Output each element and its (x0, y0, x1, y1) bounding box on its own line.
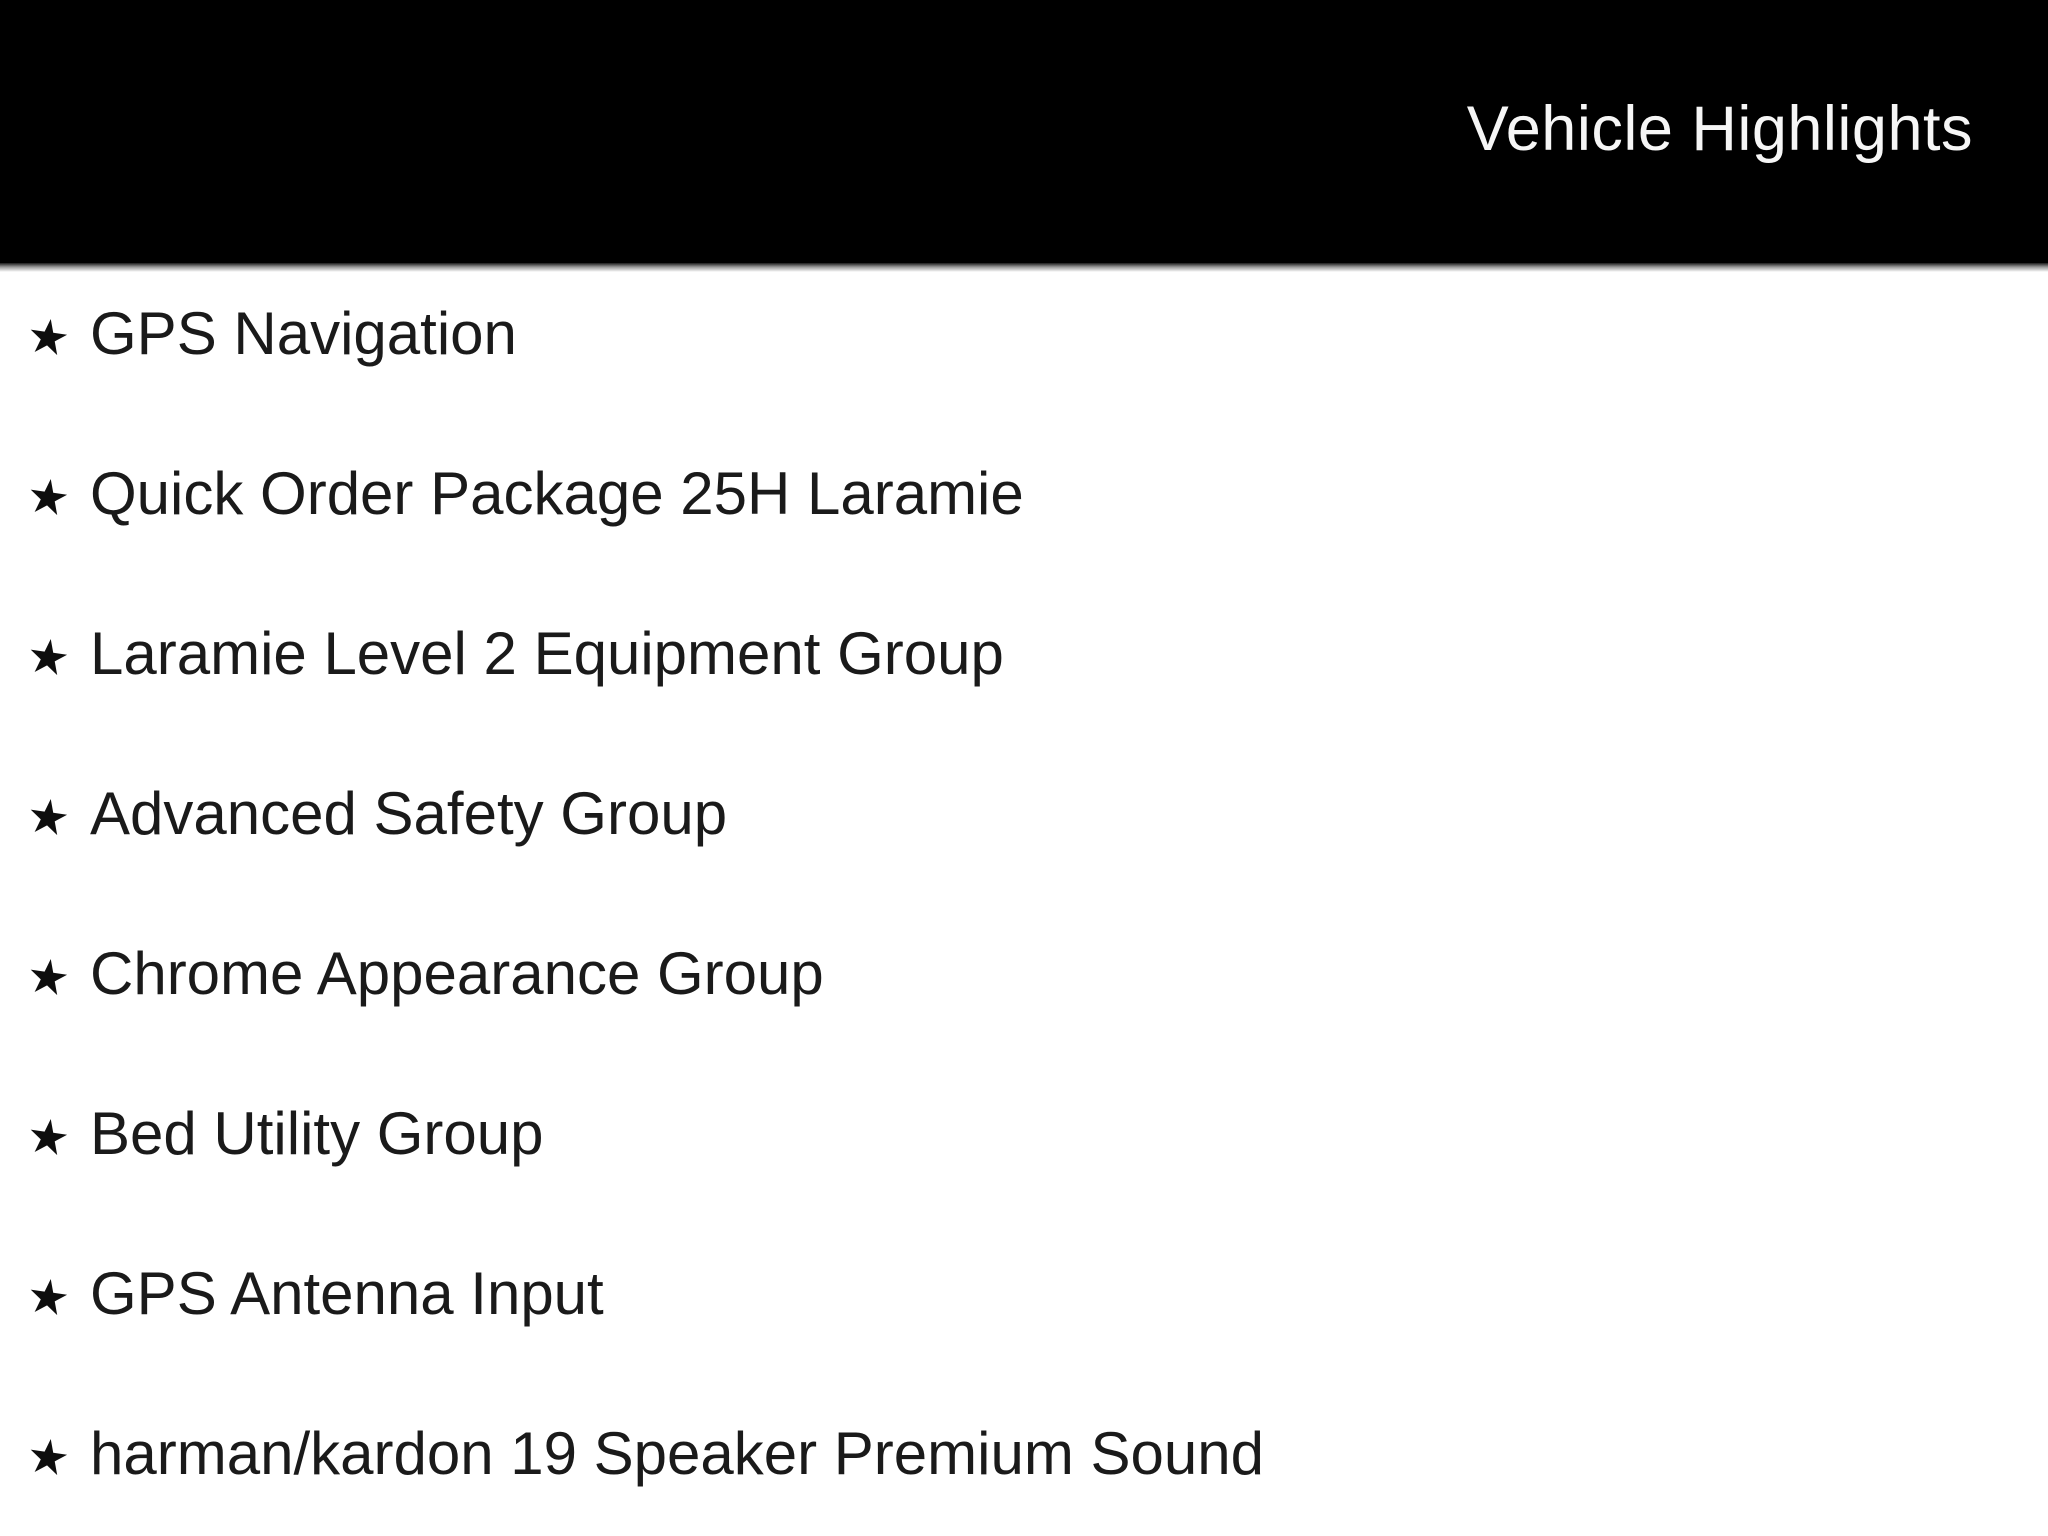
star-icon: ★ (23, 308, 74, 368)
highlight-label: Bed Utility Group (90, 1100, 544, 1167)
list-item (23, 297, 2048, 371)
list-item (23, 1417, 2048, 1491)
star-icon: ★ (23, 1108, 74, 1168)
list-item (23, 457, 2048, 531)
highlight-label: GPS Navigation (90, 300, 517, 367)
page-title: Vehicle Highlights (1466, 94, 1973, 164)
list-item (23, 777, 2048, 851)
star-icon: ★ (23, 628, 74, 688)
list-item (23, 617, 2048, 691)
list-item (23, 937, 2048, 1011)
highlight-label: harman/kardon 19 Speaker Premium Sound (90, 1420, 1264, 1487)
highlight-label: Advanced Safety Group (90, 780, 728, 847)
highlight-label: Laramie Level 2 Equipment Group (90, 620, 1004, 687)
highlight-label: GPS Antenna Input (90, 1260, 604, 1327)
vehicle-highlights-header (0, 0, 2048, 263)
highlight-label: Quick Order Package 25H Laramie (90, 460, 1024, 527)
star-icon: ★ (23, 1268, 74, 1328)
list-item (23, 1097, 2048, 1171)
star-icon: ★ (23, 788, 74, 848)
star-icon: ★ (23, 468, 74, 528)
highlights-list (0, 263, 2048, 1491)
list-item (23, 1257, 2048, 1331)
highlight-label: Chrome Appearance Group (90, 940, 824, 1007)
star-icon: ★ (23, 1428, 74, 1488)
star-icon: ★ (23, 948, 74, 1008)
